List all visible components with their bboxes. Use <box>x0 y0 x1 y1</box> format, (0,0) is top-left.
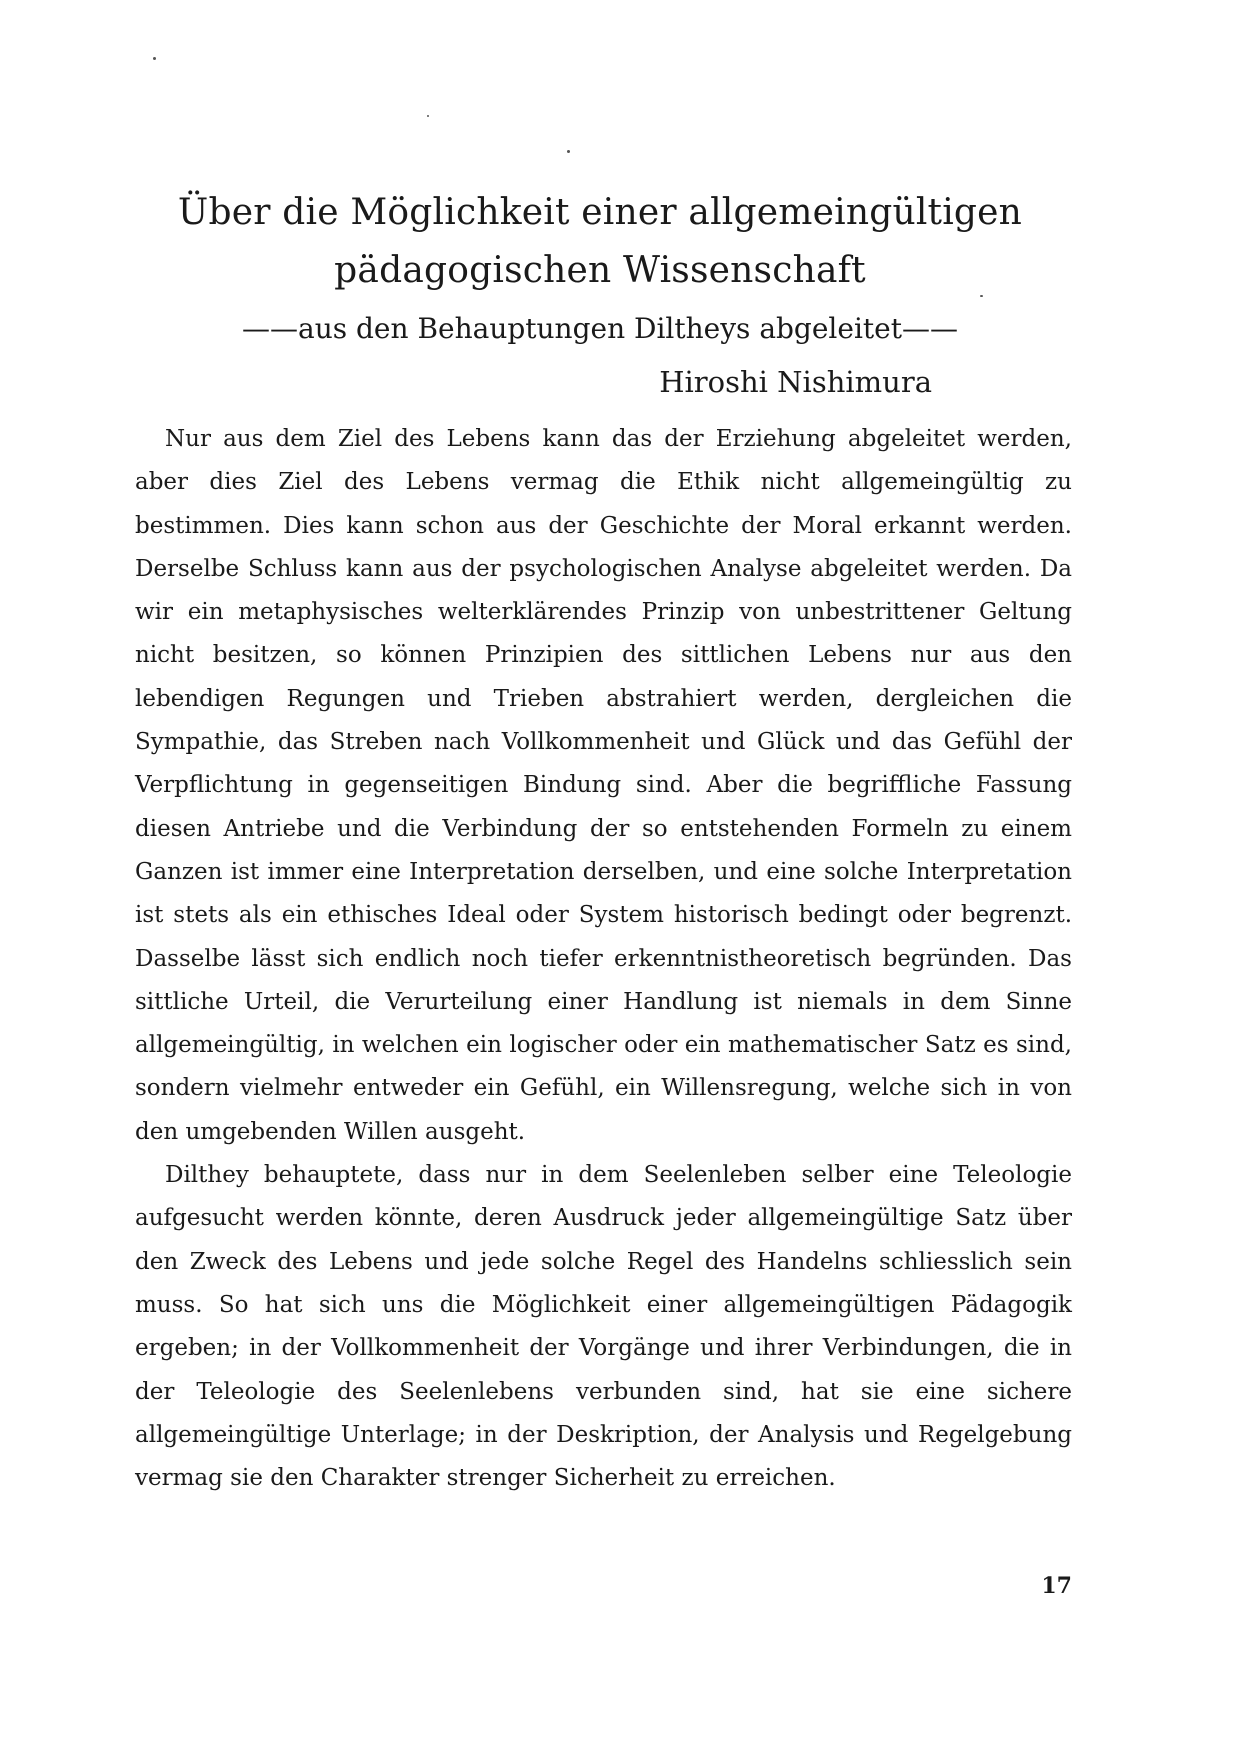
title-line-2: pädagogischen Wissenschaft <box>334 250 866 291</box>
author-name: Hiroshi Nishimura <box>659 365 932 399</box>
page-number: 17 <box>1041 1573 1072 1599</box>
scan-speck <box>980 295 983 297</box>
paragraph-2: Dilthey behauptete, dass nur in dem Seelenleben selber eine Teleologie aufgesucht werden könnte, deren Ausdruck jeder allgemeingültige Satz über den Zweck des Lebens und jede solche Regel des Handelns schliesslich sein muss. So hat sich uns die Möglichkeit einer allgemeingültigen Pädagogik ergeben; in der Vollkommenheit der Vorgänge und ihrer Verbindungen, die in der Teleologie des Seelenlebens verbunden sind, hat sie eine sichere allgemeingültige Unterlage; in der Deskription, der Analysis und Regelgebung vermag sie den Charakter strenger Sicherheit zu erreichen. <box>135 1162 1072 1492</box>
scan-speck <box>427 115 429 117</box>
subtitle: ——aus den Behauptungen Diltheys abgeleitet—— <box>242 312 958 345</box>
paragraph-1: Nur aus dem Ziel des Lebens kann das der Erziehung abgeleitet werden, aber dies Ziel des Lebens vermag die Ethik nicht allgemeingültig zu bestimmen. Dies kann schon aus der Geschichte der Moral erkannt werden. Derselbe Schluss kann aus der psychologischen Analyse abgeleitet werden. Da wir ein metaphysisches welterklärendes Prinzip von unbestrittener Geltung nicht besitzen, so können Prinzipien des sittlichen Lebens nur aus den lebendigen Regungen und Trieben abstrahiert werden, dergleichen die Sympathie, das Streben nach Vollkommenheit und Glück und das Gefühl der Verpflichtung in gegenseitigen Bindung sind. Aber die begriffliche Fassung diesen Antriebe und die Verbindung der so entstehenden Formeln zu einem Ganzen ist immer eine Interpretation derselben, und eine solche Interpretation ist stets als ein ethisches Ideal oder System historisch bedingt oder begrenzt. Dasselbe lässt sich endlich noch tiefer erkenntnistheoretisch begründen. Das sittliche Urteil, die Verurteilung einer Handlung ist niemals in dem Sinne allgemeingültig, in welchen ein logischer oder ein mathematischer Satz es sind, sondern vielmehr entweder ein Gefühl, ein Willensregung, welche sich in von den umgebenden Willen ausgeht. <box>135 426 1072 1145</box>
title-line-1: Über die Möglichkeit einer allgemeingültigen <box>177 192 1023 233</box>
scan-speck <box>153 57 156 60</box>
article-body <box>135 418 1072 1500</box>
scan-speck <box>567 150 570 153</box>
